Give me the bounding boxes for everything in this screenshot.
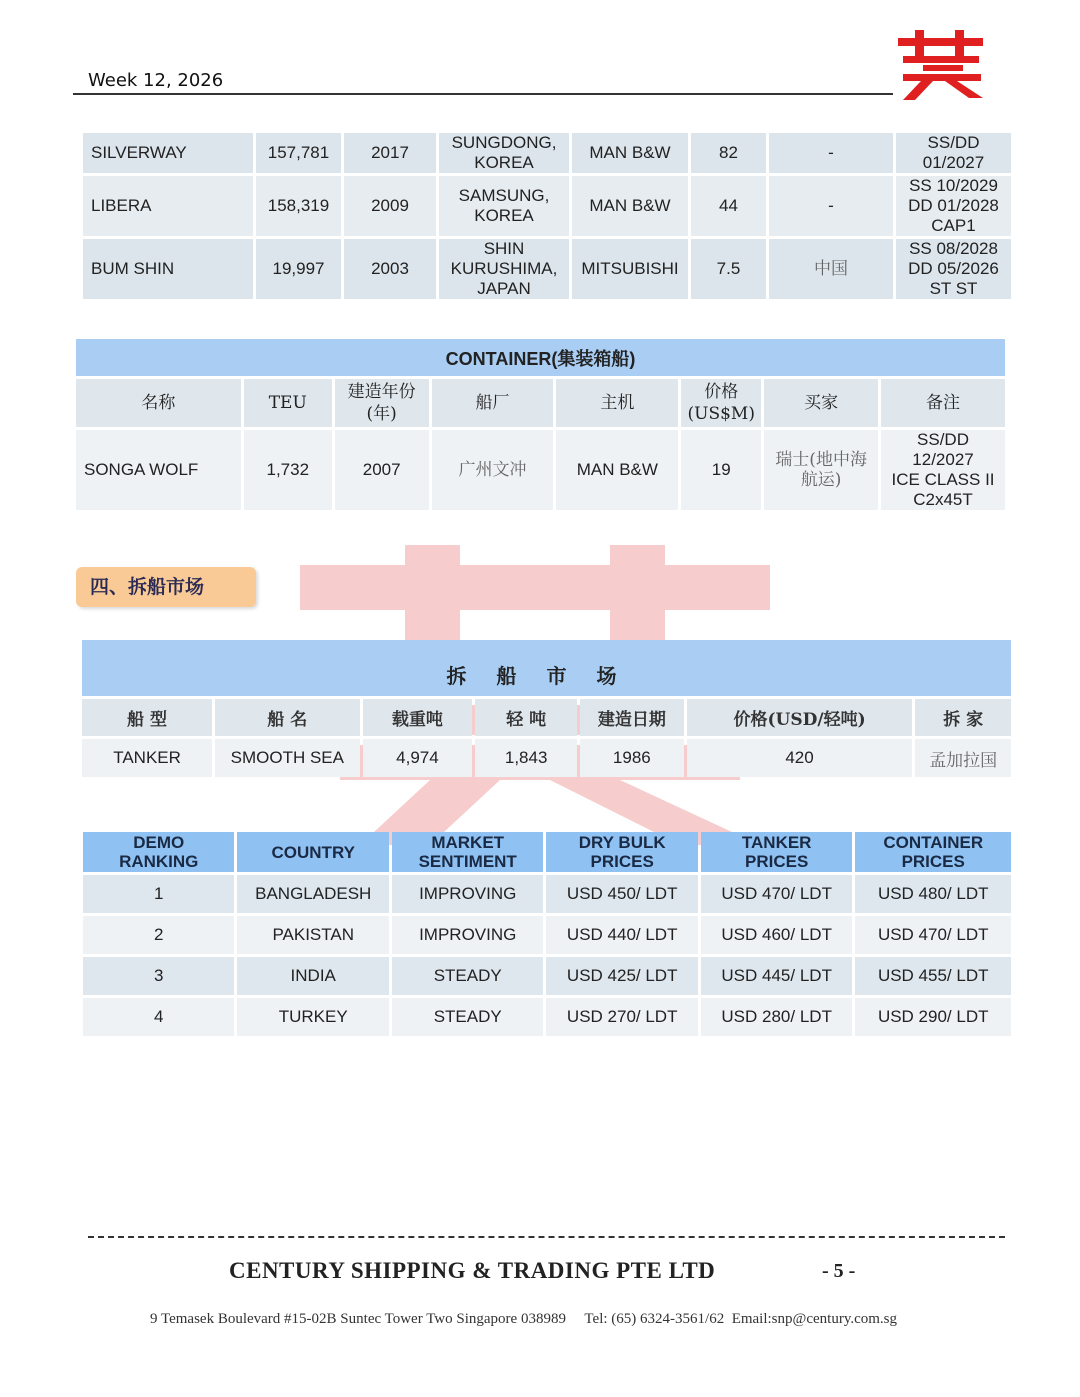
vessel-cell: 157,781: [256, 133, 341, 173]
container-cell: MAN B&W: [556, 430, 678, 510]
scrap-cell: SMOOTH SEA: [215, 739, 359, 777]
demo-cell: TURKEY: [237, 998, 388, 1036]
demo-cell: USD 280/ LDT: [701, 998, 852, 1036]
vessel-listing-table: [80, 130, 1014, 302]
vessel-cell: SUNGDONG, KOREA: [439, 133, 569, 173]
scrap-header-cell: 拆 家: [915, 699, 1011, 736]
container-header-cell: 买家: [764, 379, 878, 427]
container-header-cell: 价格 (US$M): [681, 379, 761, 427]
vessel-cell: 中国: [769, 239, 893, 299]
demo-cell: USD 445/ LDT: [701, 957, 852, 995]
vessel-cell: MAN B&W: [572, 133, 688, 173]
footer-divider: [88, 1236, 1005, 1238]
demo-header-cell: TANKER PRICES: [701, 832, 852, 872]
container-table: [73, 336, 1008, 513]
demo-header-cell: DEMO RANKING: [83, 832, 234, 872]
demo-cell: USD 470/ LDT: [701, 875, 852, 913]
demo-header-cell: DRY BULK PRICES: [546, 832, 697, 872]
demo-row: [83, 916, 1011, 954]
vessel-cell: BUM SHIN: [83, 239, 253, 299]
demo-cell: USD 480/ LDT: [855, 875, 1011, 913]
vessel-cell: SS/DD 01/2027: [896, 133, 1011, 173]
demo-cell: USD 450/ LDT: [546, 875, 697, 913]
container-cell: SONGA WOLF: [76, 430, 241, 510]
demo-cell: IMPROVING: [392, 916, 543, 954]
container-cell: SS/DD 12/2027 ICE CLASS II C2x45T: [881, 430, 1005, 510]
vessel-cell: 2009: [344, 176, 436, 236]
vessel-cell: 2003: [344, 239, 436, 299]
vessel-cell: SS 10/2029 DD 01/2028 CAP1: [896, 176, 1011, 236]
demo-cell: 1: [83, 875, 234, 913]
vessel-cell: 158,319: [256, 176, 341, 236]
report-week: Week 12, 2026: [88, 70, 224, 91]
vessel-cell: 44: [691, 176, 766, 236]
vessel-cell: SHIN KURUSHIMA, JAPAN: [439, 239, 569, 299]
scrap-cell: TANKER: [82, 739, 212, 777]
demo-cell: USD 425/ LDT: [546, 957, 697, 995]
demo-cell: STEADY: [392, 957, 543, 995]
scrap-header-cell: 船 型: [82, 699, 212, 736]
demo-cell: 4: [83, 998, 234, 1036]
demo-row: [83, 998, 1011, 1036]
container-cell: 瑞士(地中海 航运): [764, 430, 878, 510]
demo-cell: IMPROVING: [392, 875, 543, 913]
demo-cell: USD 440/ LDT: [546, 916, 697, 954]
demo-cell: 2: [83, 916, 234, 954]
footer-address: 9 Temasek Boulevard #15-02B Suntec Tower Two Singapore 038989 Tel: (65) 6324-3561/62 Email:snp@century.com.sg: [150, 1311, 898, 1327]
demo-cell: INDIA: [237, 957, 388, 995]
vessel-cell: SILVERWAY: [83, 133, 253, 173]
container-cell: 1,732: [244, 430, 332, 510]
scrap-cell: 4,974: [363, 739, 473, 777]
container-header-cell: TEU: [244, 379, 332, 427]
vessel-cell: MAN B&W: [572, 176, 688, 236]
header-rule: [73, 93, 893, 95]
scrap-cell: 1,843: [475, 739, 577, 777]
vessel-cell: MITSUBISHI: [572, 239, 688, 299]
demo-cell: USD 290/ LDT: [855, 998, 1011, 1036]
vessel-cell: 19,997: [256, 239, 341, 299]
scrap-title: 拆船市场: [82, 640, 1011, 696]
scrap-market-table: [79, 637, 1014, 780]
footer-company-name: CENTURY SHIPPING & TRADING PTE LTD: [229, 1258, 716, 1283]
vessel-cell: 7.5: [691, 239, 766, 299]
vessel-row: [83, 133, 1011, 173]
vessel-cell: 82: [691, 133, 766, 173]
scrap-header-cell: 价格(USD/轻吨): [687, 699, 913, 736]
container-cell: 广州文冲: [432, 430, 554, 510]
demo-cell: USD 460/ LDT: [701, 916, 852, 954]
section-label-ship-demolition: 四、拆船市场: [76, 567, 256, 607]
scrap-header-cell: 建造日期: [580, 699, 684, 736]
demo-cell: BANGLADESH: [237, 875, 388, 913]
page-number: - 5 -: [822, 1260, 856, 1282]
container-header-cell: 建造年份 (年): [335, 379, 429, 427]
vessel-row: [83, 239, 1011, 299]
scrap-cell: 孟加拉国: [915, 739, 1011, 777]
demo-cell: STEADY: [392, 998, 543, 1036]
demo-cell: USD 470/ LDT: [855, 916, 1011, 954]
scrap-header-cell: 船 名: [215, 699, 359, 736]
demo-ranking-table: [80, 829, 1014, 1039]
container-header-cell: 名称: [76, 379, 241, 427]
demo-cell: USD 270/ LDT: [546, 998, 697, 1036]
container-cell: 19: [681, 430, 761, 510]
company-logo-icon: [893, 30, 988, 100]
vessel-row: [83, 176, 1011, 236]
demo-row: [83, 875, 1011, 913]
vessel-cell: -: [769, 176, 893, 236]
vessel-cell: LIBERA: [83, 176, 253, 236]
demo-header-cell: CONTAINER PRICES: [855, 832, 1011, 872]
container-cell: 2007: [335, 430, 429, 510]
demo-cell: USD 455/ LDT: [855, 957, 1011, 995]
scrap-header-cell: 轻 吨: [475, 699, 577, 736]
vessel-cell: 2017: [344, 133, 436, 173]
demo-cell: 3: [83, 957, 234, 995]
scrap-header-cell: 载重吨: [363, 699, 473, 736]
scrap-cell: 420: [687, 739, 913, 777]
demo-cell: PAKISTAN: [237, 916, 388, 954]
container-header-cell: 船厂: [432, 379, 554, 427]
scrap-cell: 1986: [580, 739, 684, 777]
demo-row: [83, 957, 1011, 995]
container-header-cell: 主机: [556, 379, 678, 427]
vessel-cell: SS 08/2028 DD 05/2026 ST ST: [896, 239, 1011, 299]
container-header-cell: 备注: [881, 379, 1005, 427]
container-title: CONTAINER(集装箱船): [76, 339, 1005, 376]
vessel-cell: -: [769, 133, 893, 173]
demo-header-cell: COUNTRY: [237, 832, 388, 872]
vessel-cell: SAMSUNG, KOREA: [439, 176, 569, 236]
demo-header-cell: MARKET SENTIMENT: [392, 832, 543, 872]
